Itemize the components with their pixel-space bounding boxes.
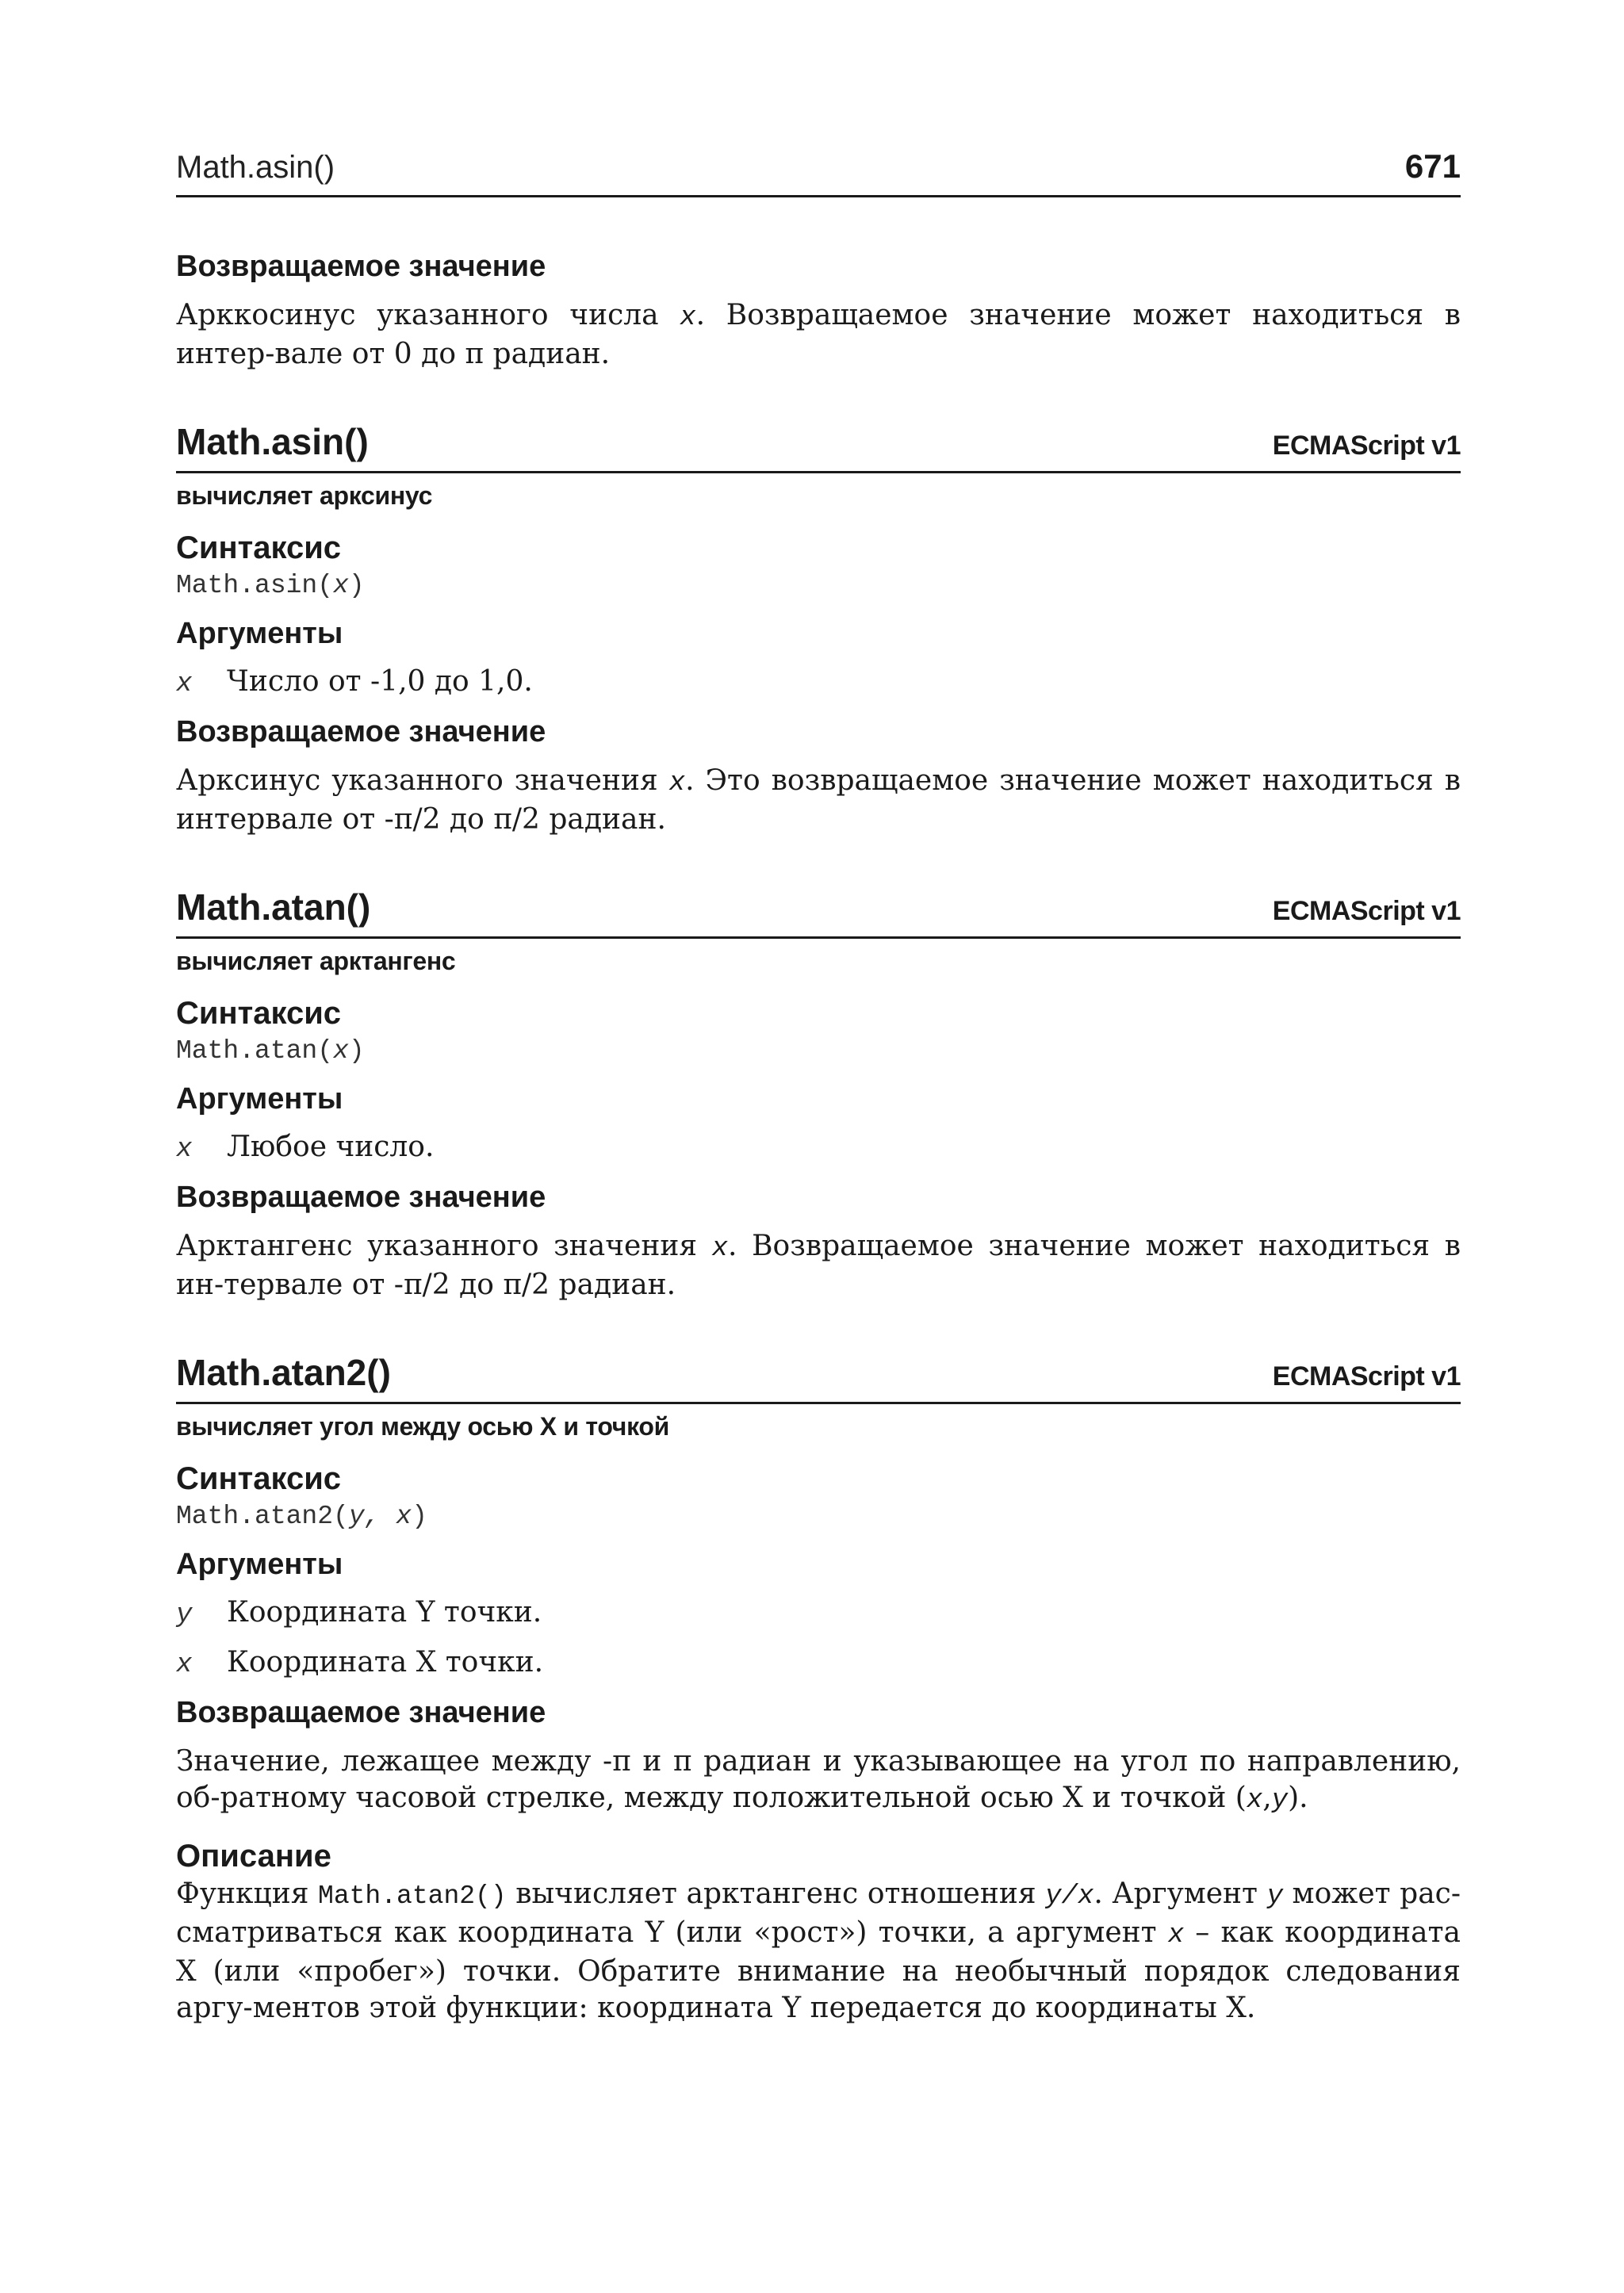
arg-name: y: [176, 1600, 193, 1630]
atan2-description-text: Функция Math.atan2() вычисляет арктангенс отношения y/x. Аргумент y может рас-сматриваться как координата Y (или «рост») точки, а аргумент x – как координата X (или «пробег») точки. Обратите внимание на необычный порядок следования аргу-ментов этой функции: координата Y передается до координаты X.: [176, 1877, 1461, 2024]
atan-return-text: Арктангенс указанного значения x. Возвращаемое значение может находиться в ин-тервале от -π/2 до π/2 радиан.: [176, 1229, 1461, 1301]
atan2-return-text: Значение, лежащее между -π и π радиан и указывающее на угол по направлению, об-ратному часовой стрелке, между положительной осью X и точкой (x,y).: [176, 1744, 1461, 1816]
atan-args-heading: Аргументы: [176, 1081, 343, 1116]
asin-syntax-heading: Синтаксис: [176, 530, 342, 565]
asin-title: Math.asin(): [176, 420, 369, 462]
atan2-entry-header: [176, 1351, 1461, 1404]
acos-return-heading: Возвращаемое значение: [176, 250, 546, 283]
page-number: 671: [1404, 147, 1461, 185]
running-header-title: Math.asin(): [176, 150, 335, 185]
arg-desc: Координата Y точки.: [227, 1596, 542, 1629]
arg-desc: Число от -1,0 до 1,0.: [227, 665, 533, 698]
asin-arg-x: [176, 664, 1461, 702]
asin-standard: ECMAScript v1: [1272, 430, 1461, 461]
atan2-syntax-heading: Синтаксис: [176, 1460, 342, 1496]
atan2-return-heading: Возвращаемое значение: [176, 1696, 546, 1729]
asin-return-heading: Возвращаемое значение: [176, 715, 546, 748]
atan2-description-heading: Описание: [176, 1838, 331, 1874]
arg-name: x: [176, 1135, 193, 1165]
asin-entry-header: [176, 420, 1461, 473]
atan2-title: Math.atan2(): [176, 1351, 391, 1393]
atan-standard: ECMAScript v1: [1272, 895, 1461, 926]
atan2-args-heading: Аргументы: [176, 1547, 343, 1581]
atan2-standard: ECMAScript v1: [1272, 1361, 1461, 1391]
atan-syntax: Math.atan(x): [176, 1035, 365, 1066]
arg-desc: Координата X точки.: [227, 1646, 544, 1679]
atan-entry-header: [176, 886, 1461, 939]
arg-name: x: [176, 669, 193, 699]
atan-return-heading: Возвращаемое значение: [176, 1181, 546, 1214]
atan2-arg-y: [176, 1594, 1461, 1633]
atan-arg-x: [176, 1129, 1461, 1168]
atan-title: Math.atan(): [176, 886, 371, 928]
acos-return-text: Арккосинус указанного числа x. Возвращаемое значение может находиться в интер-вале от 0 до π радиан.: [176, 298, 1461, 370]
page-content: [176, 147, 1461, 2027]
atan-syntax-heading: Синтаксис: [176, 995, 342, 1031]
running-header: [176, 147, 1461, 197]
asin-return-text: Арксинус указанного значения x. Это возвращаемое значение может находиться в интервале от -π/2 до π/2 радиан.: [176, 764, 1461, 836]
atan2-syntax: Math.atan2(y, x): [176, 1501, 427, 1531]
arg-desc: Любое число.: [227, 1131, 435, 1163]
atan-summary: вычисляет арктангенс: [176, 946, 456, 975]
asin-syntax: Math.asin(x): [176, 570, 365, 600]
asin-summary: вычисляет арксинус: [176, 480, 433, 510]
atan2-summary: вычисляет угол между осью X и точкой: [176, 1411, 669, 1441]
atan2-arg-x: [176, 1644, 1461, 1683]
arg-name: x: [176, 1650, 193, 1680]
asin-args-heading: Аргументы: [176, 616, 343, 650]
